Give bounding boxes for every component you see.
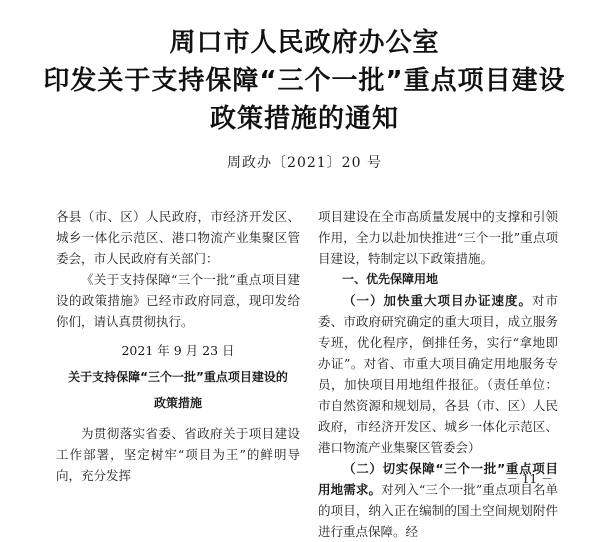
notice-body: 《关于支持保障“三个一批”重点项目建设的政策措施》已经市政府同意，现印发给你们，请认真贯彻执行。: [56, 272, 300, 329]
attachment-title-line-1: 关于支持保障“三个一批”重点项目建设的: [68, 370, 288, 384]
policy-item-2-text: 对列入“三个一批”重点项目名单的项目，纳入正在编制的国土空间规划附件进行重点保障。经: [318, 482, 558, 539]
issue-date: 2021 年 9 月 23 日: [121, 343, 235, 358]
left-column: [56, 206, 300, 486]
policy-item-1-text: 对市委、市政府研究确定的重大项目，成立服务专班，优化程序，倒排任务，实行“拿地即办证”。对省、市重大项目确定用地服务专员，加快项目用地组件报征。（责任单位：市自然资源和规划局，各县（市、区）人民政府，市经济开发区、城乡一体化示范区、港口物流产业集聚区管委会）: [318, 293, 558, 455]
intro-paragraph: 为贯彻落实省委、省政府关于项目建设工作部署，坚定树牢“项目为王”的鲜明导向，充分发挥: [56, 426, 300, 483]
document-number: 周政办〔2021〕20 号: [227, 155, 382, 171]
policy-item-1-label: （一）加快重大项目办证速度。: [343, 293, 532, 308]
right-column: [318, 206, 558, 542]
attachment-title-line-2: 政策措施: [153, 396, 202, 410]
policy-item-1: [318, 290, 558, 458]
intro-continued: 项目建设在全市高质量发展中的支撑和引领作用，全力以赴加快推进“三个一批”重点项目建设，特制定以下政策措施。: [318, 209, 558, 266]
document-title-line-2: 印发关于支持保障“三个一批”重点项目建设: [43, 66, 566, 96]
policy-item-2-label: （二）切实保障“三个一批”重点项目用地需求。: [318, 461, 558, 497]
document-title-line-3: 政策措施的通知: [209, 104, 399, 134]
section-heading-1: 一、优先保障用地: [342, 272, 439, 286]
recipients: 各县（市、区）人民政府，市经济开发区、城乡一体化示范区、港口物流产业集聚区管委会，市人民政府有关部门：: [56, 209, 300, 266]
document-title-line-1: 周口市人民政府办公室: [169, 28, 440, 58]
page-number: － 11 －: [506, 472, 553, 486]
